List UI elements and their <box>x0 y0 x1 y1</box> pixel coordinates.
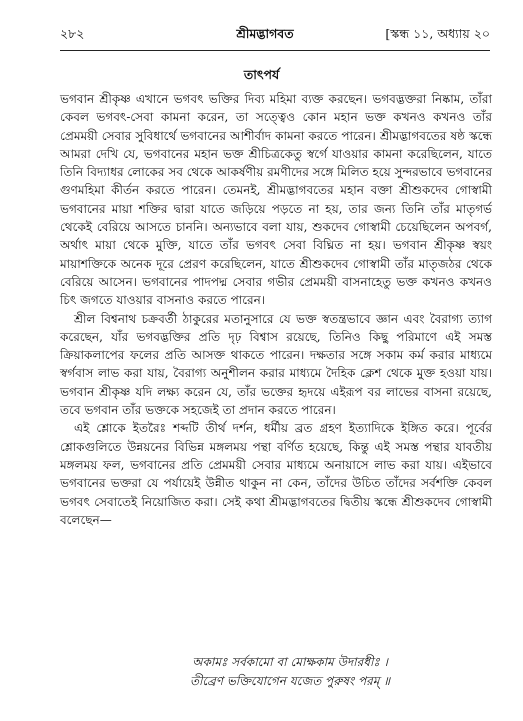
paragraph: শ্রীল বিশ্বনাথ চক্রবর্তী ঠাকুরের মতানুসারে যে ভক্ত স্বতন্ত্রভাবে জ্ঞান এবং বৈরাগ্য ত্যাগ করেছেন, যাঁর ভগবদ্ভক্তির প্রতি দৃঢ় বিশ্বাস রয়েছে, তিনিও কিছু পরিমাণে এই সমস্ত ক্রিয়াকলাপের ফলের প্রতি আসক্ত থাকতে পারেন। দক্ষতার সঙ্গে সকাম কর্ম করার মাধ্যমে স্বর্গবাস লাভ করা যায়, বৈরাগ্য অনুশীলন করার মাধ্যমে দৈহিক ক্লেশ থেকে মুক্ত হওয়া যায়। ভগবান শ্রীকৃষ্ণ যদি লক্ষ্য করেন যে, তাঁর ভক্তের হৃদয়ে এইরূপ বর লাভের বাসনা রয়েছে, তবে ভগবান তাঁর ভক্তকে সহজেই তা প্রদান করতে পারেন। <box>60 311 492 418</box>
verse-line: তীব্রেণ ভক্তিযোগেন যজেত পুরুষং পরম্ ॥ <box>189 674 391 688</box>
chapter-reference: [স্কন্ধ ১১, অধ্যায় ২০ <box>385 26 490 41</box>
sanskrit-verse <box>70 653 510 691</box>
paragraph: ভগবান শ্রীকৃষ্ণ এখানে ভগবৎ ভক্তির দিব্য মহিমা ব্যক্ত করছেন। ভগবদ্ভক্তরা নিষ্কাম, তাঁরা কেবল ভগবৎ-সেবা কামনা করেন, তা সত্ত্বেও কোন মহান ভক্ত কখনও কখনও তাঁর প্রেমময়ী সেবার সুবিধার্থে ভগবানের আশীর্বাদ কামনা করতে পারেন। শ্রীমদ্ভাগবতের ষষ্ঠ স্কন্ধে আমরা দেখি যে, ভগবানের মহান ভক্ত শ্রীচিত্রকেতু স্বর্গে যাওয়ার কামনা করেছিলেন, যাতে তিনি বিদ্যাধর লোকের সব থেকে আকর্ষণীয় রমণীদের সঙ্গে মিলিত হয়ে সুন্দরভাবে ভগবানের গুণমহিমা কীর্তন করতে পারেন। তেমনই, শ্রীমদ্ভাগবতের মহান বক্তা শ্রীশুকদেব গোস্বামী ভগবানের মায়া শক্তির দ্বারা যাতে জড়িয়ে পড়তে না হয়, তার জন্য তিনি তাঁর মাতৃগর্ভ থেকেই বেরিয়ে আসতে চাননি। অন্যভাবে বলা যায়, শুকদেব গোস্বামী চেয়েছিলেন অপবর্গ, অর্থাৎ মায়া থেকে মুক্তি, যাতে তাঁর ভগবৎ সেবা বিঘ্নিত না হয়। ভগবান শ্রীকৃষ্ণ স্বয়ং মায়াশক্তিকে অনেক দূরে প্রেরণ করেছিলেন, যাতে শ্রীশুকদেব গোস্বামী তাঁর মাতৃজঠর থেকে বেরিয়ে আসেন। ভগবানের পাদপদ্ম সেবার গভীর প্রেমময়ী বাসনাহেতু ভক্ত কখনও কখনও চিৎ জগতে যাওয়ার বাসনাও করতে পারেন। <box>60 92 492 308</box>
paragraph: এই শ্লোকে ইতরৈঃ শব্দটি তীর্থ দর্শন, ধর্মীয় ব্রত গ্রহণ ইত্যাদিকে ইঙ্গিত করে। পূর্বের শ্লোকগুলিতে উন্নয়নের বিভিন্ন মঙ্গলময় পন্থা বর্ণিত হয়েছে, কিন্তু এই সমস্ত পন্থার যাবতীয় মঙ্গলময় ফল, ভগবানের প্রতি প্রেমময়ী সেবার মাধ্যমে অনায়াসে লাভ করা যায়। এইভাবে ভগবানের ভক্তরা যে পর্যায়েই উন্নীত থাকুন না কেন, তাঁদের উচিত তাঁদের সর্বশক্তি কেবল ভগবৎ সেবাতেই নিয়োজিত করা। সেই কথা শ্রীমদ্ভাগবতের দ্বিতীয় স্কন্ধে শ্রীশুকদেব গোস্বামী বলেছেন— <box>60 421 492 527</box>
page-header <box>60 26 490 48</box>
page-number: ২৮২ <box>60 26 85 41</box>
purport-body <box>60 90 492 529</box>
verse-line: অকামঃ সর্বকামো বা মোক্ষকাম উদারধীঃ । <box>192 655 388 669</box>
section-title: তাৎপর্য <box>243 67 280 82</box>
book-title: শ্রীমদ্ভাগবত <box>236 26 294 41</box>
header-rule <box>60 50 490 51</box>
